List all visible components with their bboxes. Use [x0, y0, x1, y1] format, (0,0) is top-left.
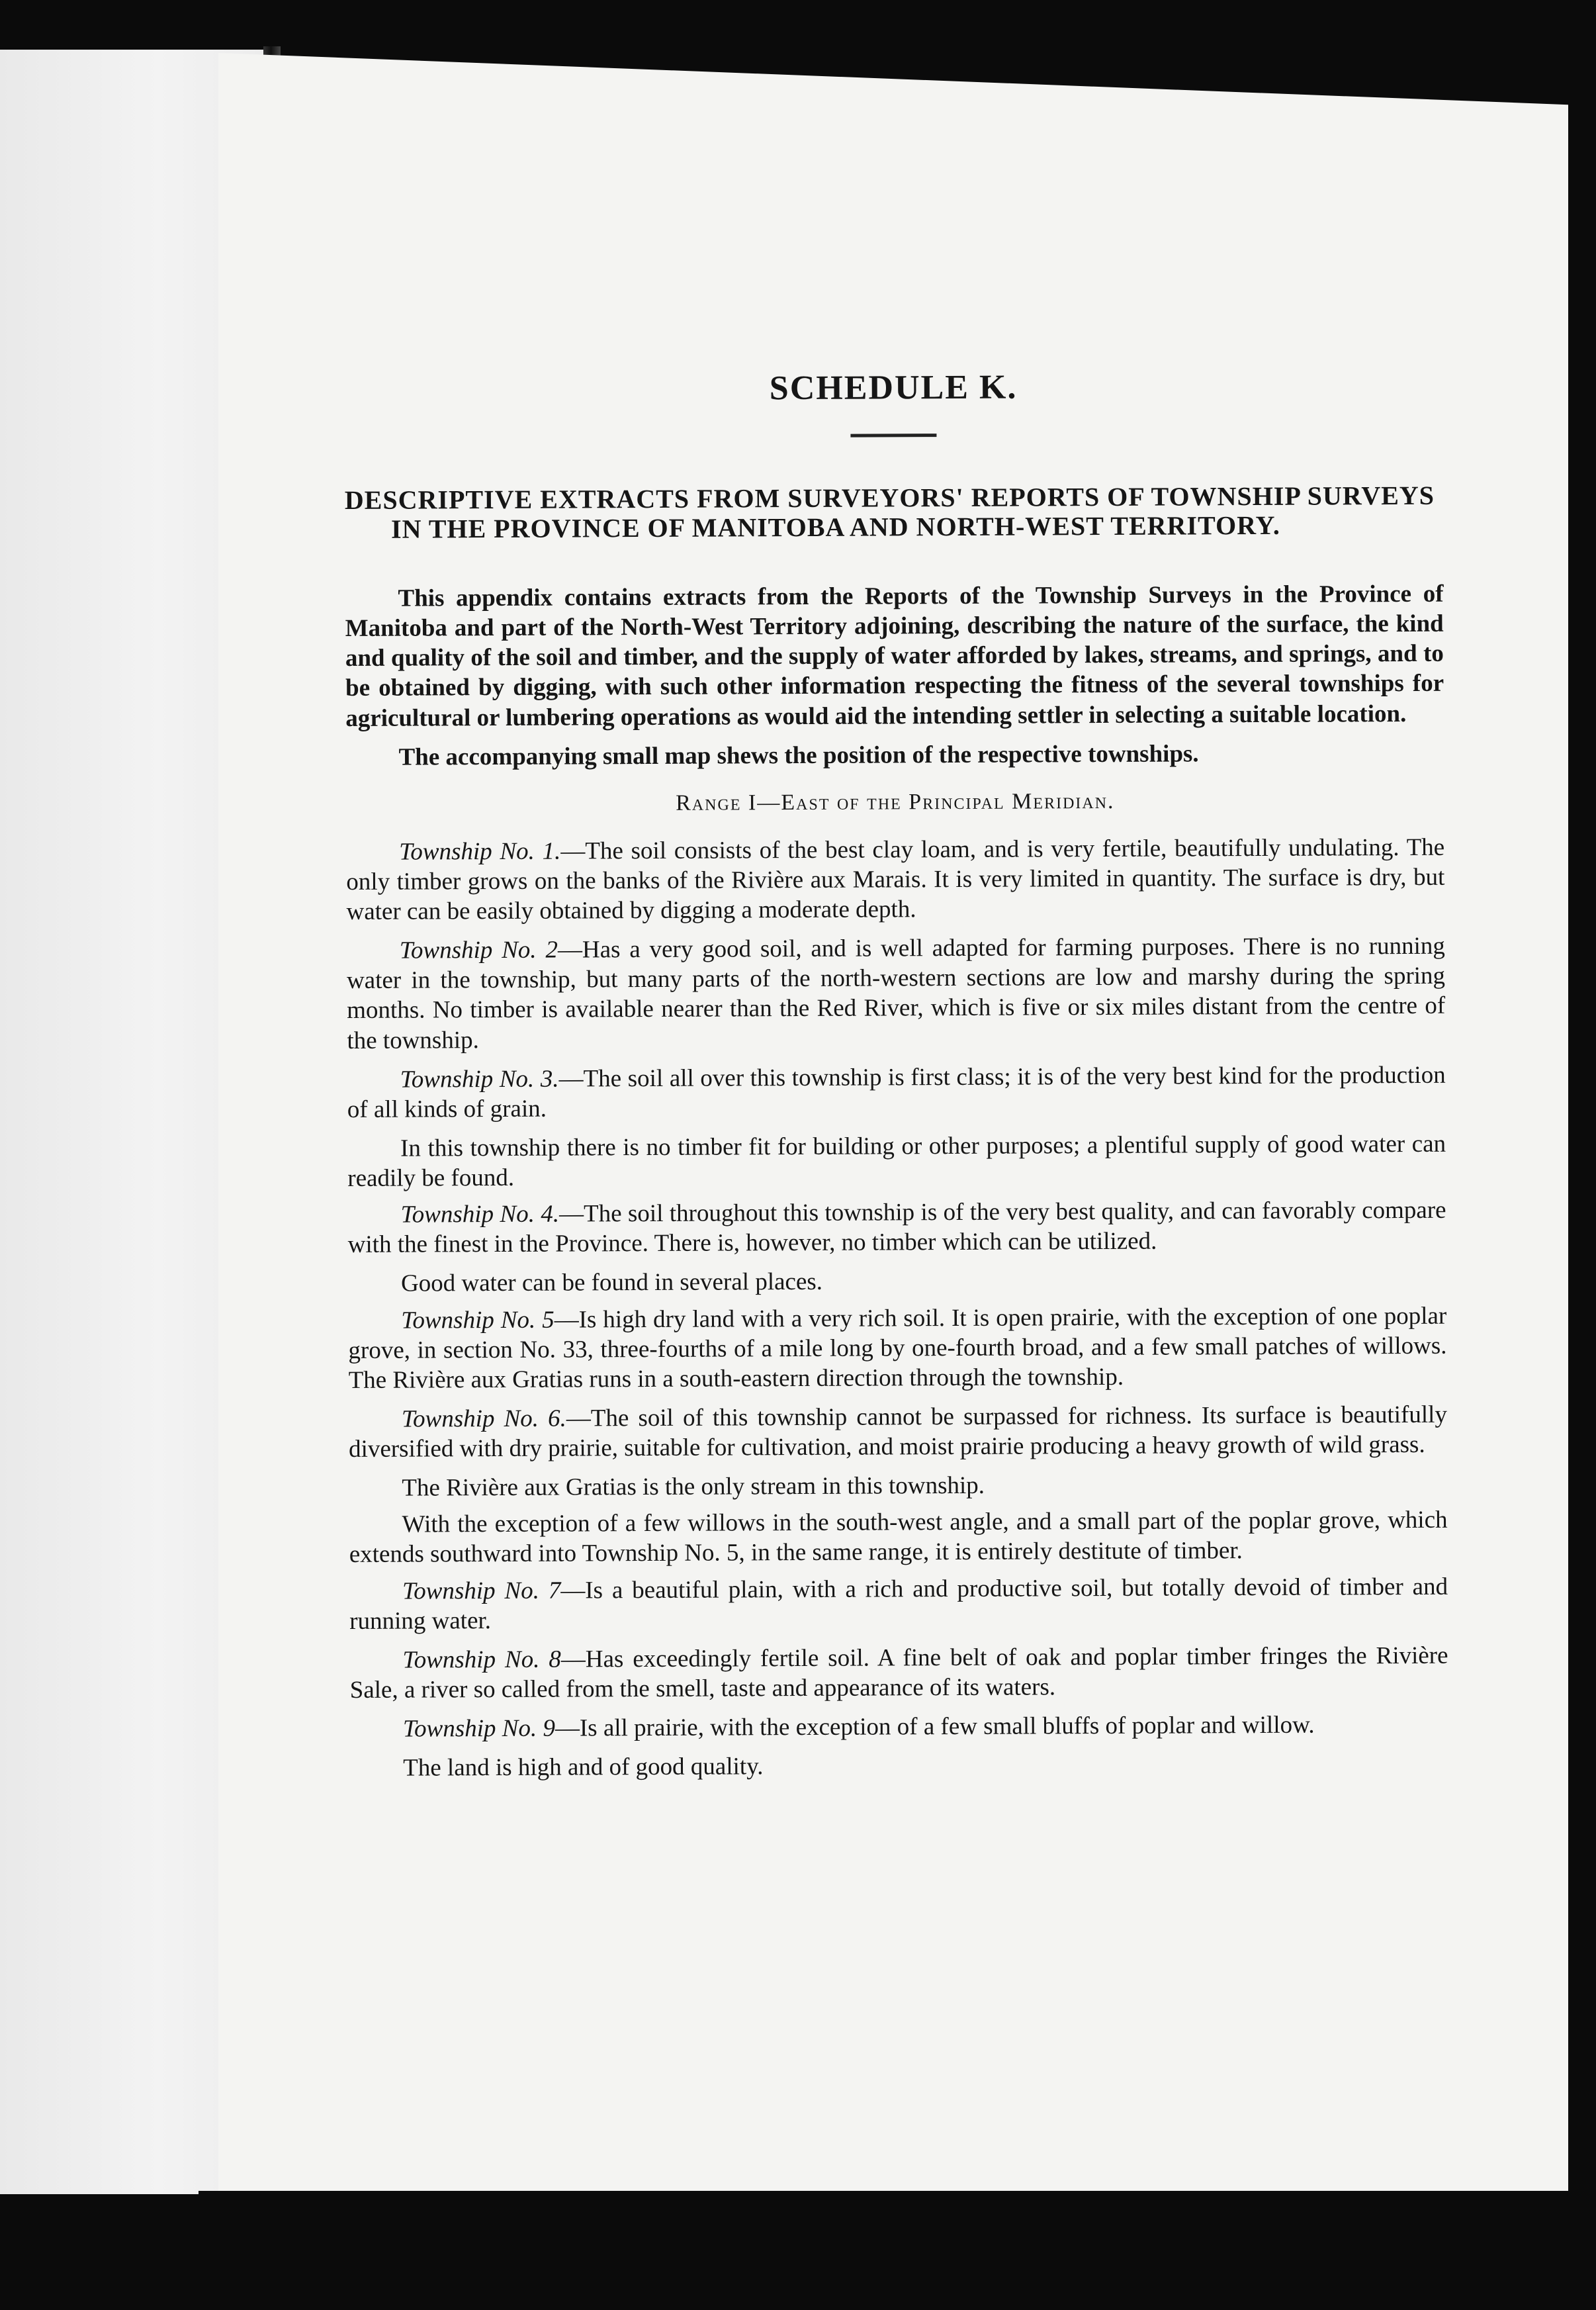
township-label: Township No. 8	[402, 1645, 561, 1674]
township-label: Township No. 4.	[400, 1200, 560, 1228]
township-label: Township No. 3.	[400, 1065, 559, 1093]
township-note: With the exception of a few willows in the south-west angle, and a small part of the poplar grove, which extends southward into Township No. 5, in the same range, it is entirely destitute of timber.	[349, 1506, 1448, 1569]
township-label: Township No. 9	[402, 1714, 556, 1743]
township-description: —Has exceedingly fertile soil. A fine belt of oak and poplar timber fringes the Rivière Sale, a river so called from the smell, taste and appearance of its waters.	[349, 1641, 1448, 1704]
township-entry	[350, 1710, 1448, 1744]
township-entry	[348, 1301, 1447, 1395]
township-label: Township No. 6.	[401, 1405, 566, 1433]
township-entry	[349, 1571, 1448, 1636]
township-description: —Has a very good soil, and is well adapted for farming purposes. There is no running water in the township, but many parts of the north-western sections are low and marshy during the spring months. No timber is available nearer than the Red River, which is five or six miles distant from the centre of the township.	[346, 932, 1446, 1054]
intro-map-note: The accompanying small map shews the position of the respective townships.	[398, 739, 1199, 771]
township-label: Township No. 1.	[399, 837, 561, 866]
document-title: DESCRIPTIVE EXTRACTS FROM SURVEYORS' REPORTS OF TOWNSHIP SURVEYS IN THE PROVINCE OF MANITOBA AND NORTH-WEST TERRITORY.	[344, 480, 1435, 544]
township-entry	[347, 1195, 1446, 1260]
township-entry	[347, 931, 1446, 1056]
township-label: Township No. 2	[399, 936, 558, 964]
schedule-heading: SCHEDULE K.	[769, 368, 1018, 408]
township-entry	[349, 1400, 1447, 1464]
township-entry	[349, 1640, 1448, 1704]
township-description: —The soil of this township cannot be surpassed for richness. Its surface is beautifully diversified with dry prairie, suitable for cultivation, and moist prairie producing a heavy growth of wild grass.	[349, 1401, 1447, 1463]
page-content	[344, 366, 1448, 1790]
township-entry	[346, 833, 1445, 927]
township-description: —The soil consists of the best clay loam, and is very fertile, beautifully undulating. The only timber grows on the banks of the Rivière aux Marais. It is very limited in quantity. The surface is dry, but water can be easily obtained by digging a moderate depth.	[346, 833, 1445, 925]
township-note: In this township there is no timber fit for building or other purposes; a plentiful supply of good water can readily be found.	[347, 1130, 1446, 1192]
township-description: —Is high dry land with a very rich soil. It is open prairie, with the exception of one poplar grove, in section No. 33, three-fourths of a mile long by one-fourth broad, and a few small patches of willows. The Rivière aux Gratias runs in a south-eastern direction through the township.	[348, 1302, 1447, 1394]
township-note: The Rivière aux Gratias is the only stream in this township.	[402, 1471, 985, 1502]
township-note: The land is high and of good quality.	[403, 1753, 764, 1782]
township-label: Township No. 7	[402, 1577, 561, 1605]
township-list	[346, 833, 1448, 1784]
township-entry	[347, 1060, 1446, 1124]
township-description: —The soil throughout this township is of the very best quality, and can favorably compare with the finest in the Province. There is, however, no timber which can be utilized.	[347, 1196, 1446, 1259]
township-label: Township No. 5	[401, 1306, 554, 1334]
township-description: —Is all prairie, with the exception of a few small bluffs of poplar and willow.	[554, 1711, 1315, 1742]
intro-paragraph: This appendix contains extracts from the Reports of the Township Surveys in the Province of Manitoba and part of the North-West Territory adjoining, describing the nature of the surface, the kind and quality of the soil and timber, and the supply of water afforded by lakes, streams, and springs, and to be obtained by digging, with such other information respecting the fitness of the several townships for agricultural or lumbering operations as would aid the intending settler in selecting a suitable location.	[345, 580, 1444, 732]
township-note: Good water can be found in several places.	[400, 1268, 823, 1298]
township-description: —The soil all over this township is first class; it is of the very best kind for the production of all kinds of grain.	[347, 1061, 1446, 1123]
heading-rule	[850, 434, 936, 438]
range-heading: Range I—East of the Principal Meridian.	[676, 788, 1115, 815]
scan-border	[199, 2191, 1596, 2310]
township-description: —Is a beautiful plain, with a rich and productive soil, but totally devoid of timber and running water.	[349, 1573, 1448, 1635]
